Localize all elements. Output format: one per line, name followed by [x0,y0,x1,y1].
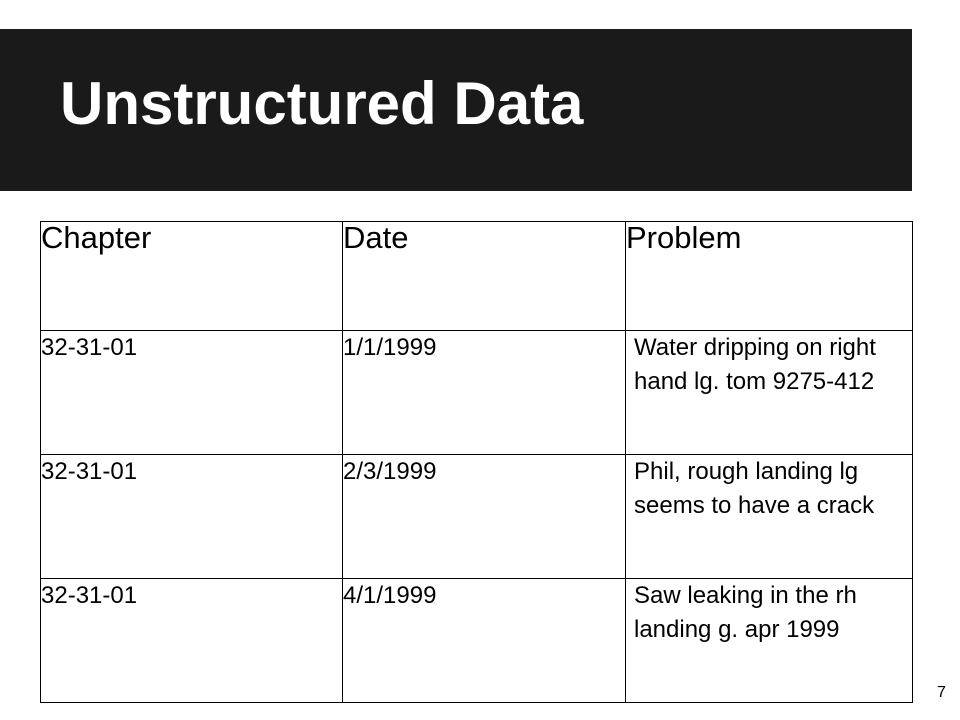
cell-problem: Water dripping on right hand lg. tom 9275-412 [626,331,913,455]
cell-date: 4/1/1999 [343,579,626,703]
cell-date: 2/3/1999 [343,455,626,579]
cell-problem: Phil, rough landing lg seems to have a crack [626,455,913,579]
table-row [41,455,913,579]
cell-problem: Saw leaking in the rh landing g. apr 1999 [626,579,913,703]
table-row [41,579,913,703]
header-chapter: Chapter [41,222,343,331]
header-date: Date [343,222,626,331]
cell-date: 1/1/1999 [343,331,626,455]
table-row [41,331,913,455]
cell-chapter: 32-31-01 [41,579,343,703]
header-problem: Problem [626,222,913,331]
cell-chapter: 32-31-01 [41,331,343,455]
slide-number: 7 [937,684,946,701]
cell-chapter: 32-31-01 [41,455,343,579]
slide-title: Unstructured Data [60,70,584,137]
problem-log-table [40,221,913,703]
table-header-row [41,222,913,331]
